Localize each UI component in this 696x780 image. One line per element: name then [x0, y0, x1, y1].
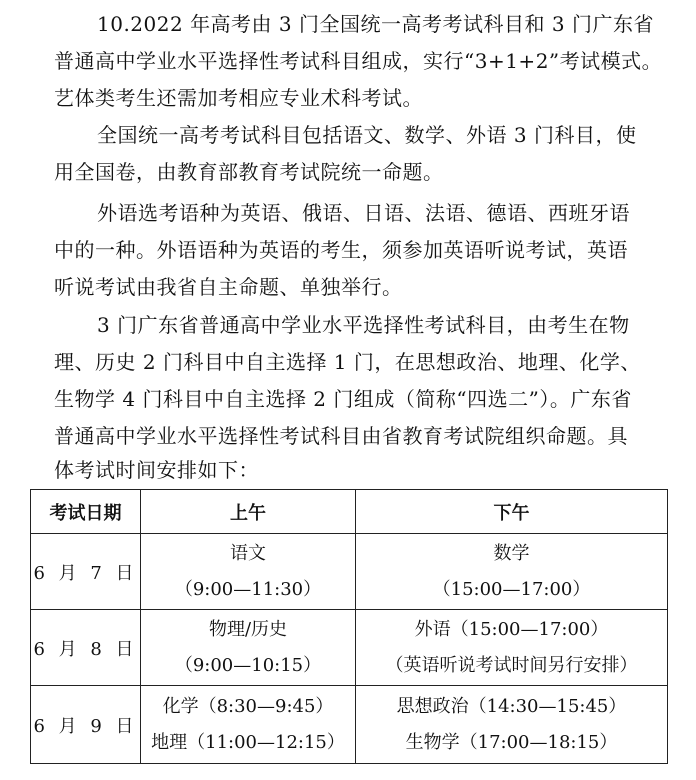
row-morning — [141, 534, 356, 610]
row-morning — [141, 610, 356, 686]
morning-subject-1: 化学（8:30—9:45） — [162, 695, 334, 717]
table-row — [31, 686, 668, 764]
row-date: 6 月 7 日 — [31, 534, 141, 610]
row-morning — [141, 686, 356, 764]
paragraph-4-line-2: 理、历史 2 门科目中自主选择 1 门，在思想政治、地理、化学、 — [54, 350, 641, 374]
paragraph-1-line-1: 10.2022 年高考由 3 门全国统一高考考试科目和 3 门广东省 — [97, 12, 654, 36]
paragraph-3-line-1: 外语选考语种为英语、俄语、日语、法语、德语、西班牙语 — [97, 201, 630, 225]
paragraph-3-line-2: 中的一种。外语语种为英语的考生，须参加英语听说考试，英语 — [54, 238, 628, 262]
afternoon-subject: 数学 — [493, 542, 530, 564]
morning-time: （9:00—11:30） — [174, 578, 322, 600]
paragraph-4-line-4: 普通高中学业水平选择性考试科目由省教育考试院组织命题。具 — [54, 424, 628, 448]
header-date: 考试日期 — [31, 490, 141, 534]
paragraph-2-line-2: 用全国卷，由教育部教育考试院统一命题。 — [54, 160, 444, 184]
paragraph-4-line-5: 体考试时间安排如下： — [54, 458, 259, 482]
row-afternoon — [356, 686, 668, 764]
paragraph-4-line-3: 生物学 4 门科目中自主选择 2 门组成（简称“四选二”）。广东省 — [54, 387, 632, 411]
afternoon-subject: 外语（15:00—17:00） — [414, 618, 609, 640]
paragraph-3-line-3: 听说考试由我省自主命题、单独举行。 — [54, 275, 403, 299]
morning-time: （9:00—10:15） — [174, 654, 322, 676]
row-afternoon — [356, 534, 668, 610]
afternoon-subject-1: 思想政治（14:30—15:45） — [396, 695, 627, 717]
table-header-row — [31, 490, 668, 534]
header-afternoon: 下午 — [356, 490, 668, 534]
morning-subject-2: 地理（11:00—12:15） — [151, 731, 345, 753]
paragraph-2-line-1: 全国统一高考考试科目包括语文、数学、外语 3 门科目，使 — [97, 123, 637, 147]
row-date: 6 月 9 日 — [31, 686, 141, 764]
header-morning: 上午 — [141, 490, 356, 534]
row-date: 6 月 8 日 — [31, 610, 141, 686]
exam-schedule-table — [30, 489, 668, 764]
morning-subject: 物理/历史 — [208, 618, 288, 640]
afternoon-note: （英语听说考试时间另行安排） — [385, 654, 638, 676]
afternoon-subject-2: 生物学（17:00—18:15） — [405, 731, 618, 753]
afternoon-time: （15:00—17:00） — [432, 578, 591, 600]
morning-subject: 语文 — [230, 542, 266, 564]
paragraph-1-line-3: 艺体类考生还需加考相应专业术科考试。 — [54, 86, 423, 110]
row-afternoon — [356, 610, 668, 686]
table-row — [31, 610, 668, 686]
paragraph-1-line-2: 普通高中学业水平选择性考试科目组成，实行“3+1+2”考试模式。 — [54, 49, 663, 73]
table-row — [31, 534, 668, 610]
paragraph-4-line-1: 3 门广东省普通高中学业水平选择性考试科目，由考生在物 — [97, 313, 630, 337]
